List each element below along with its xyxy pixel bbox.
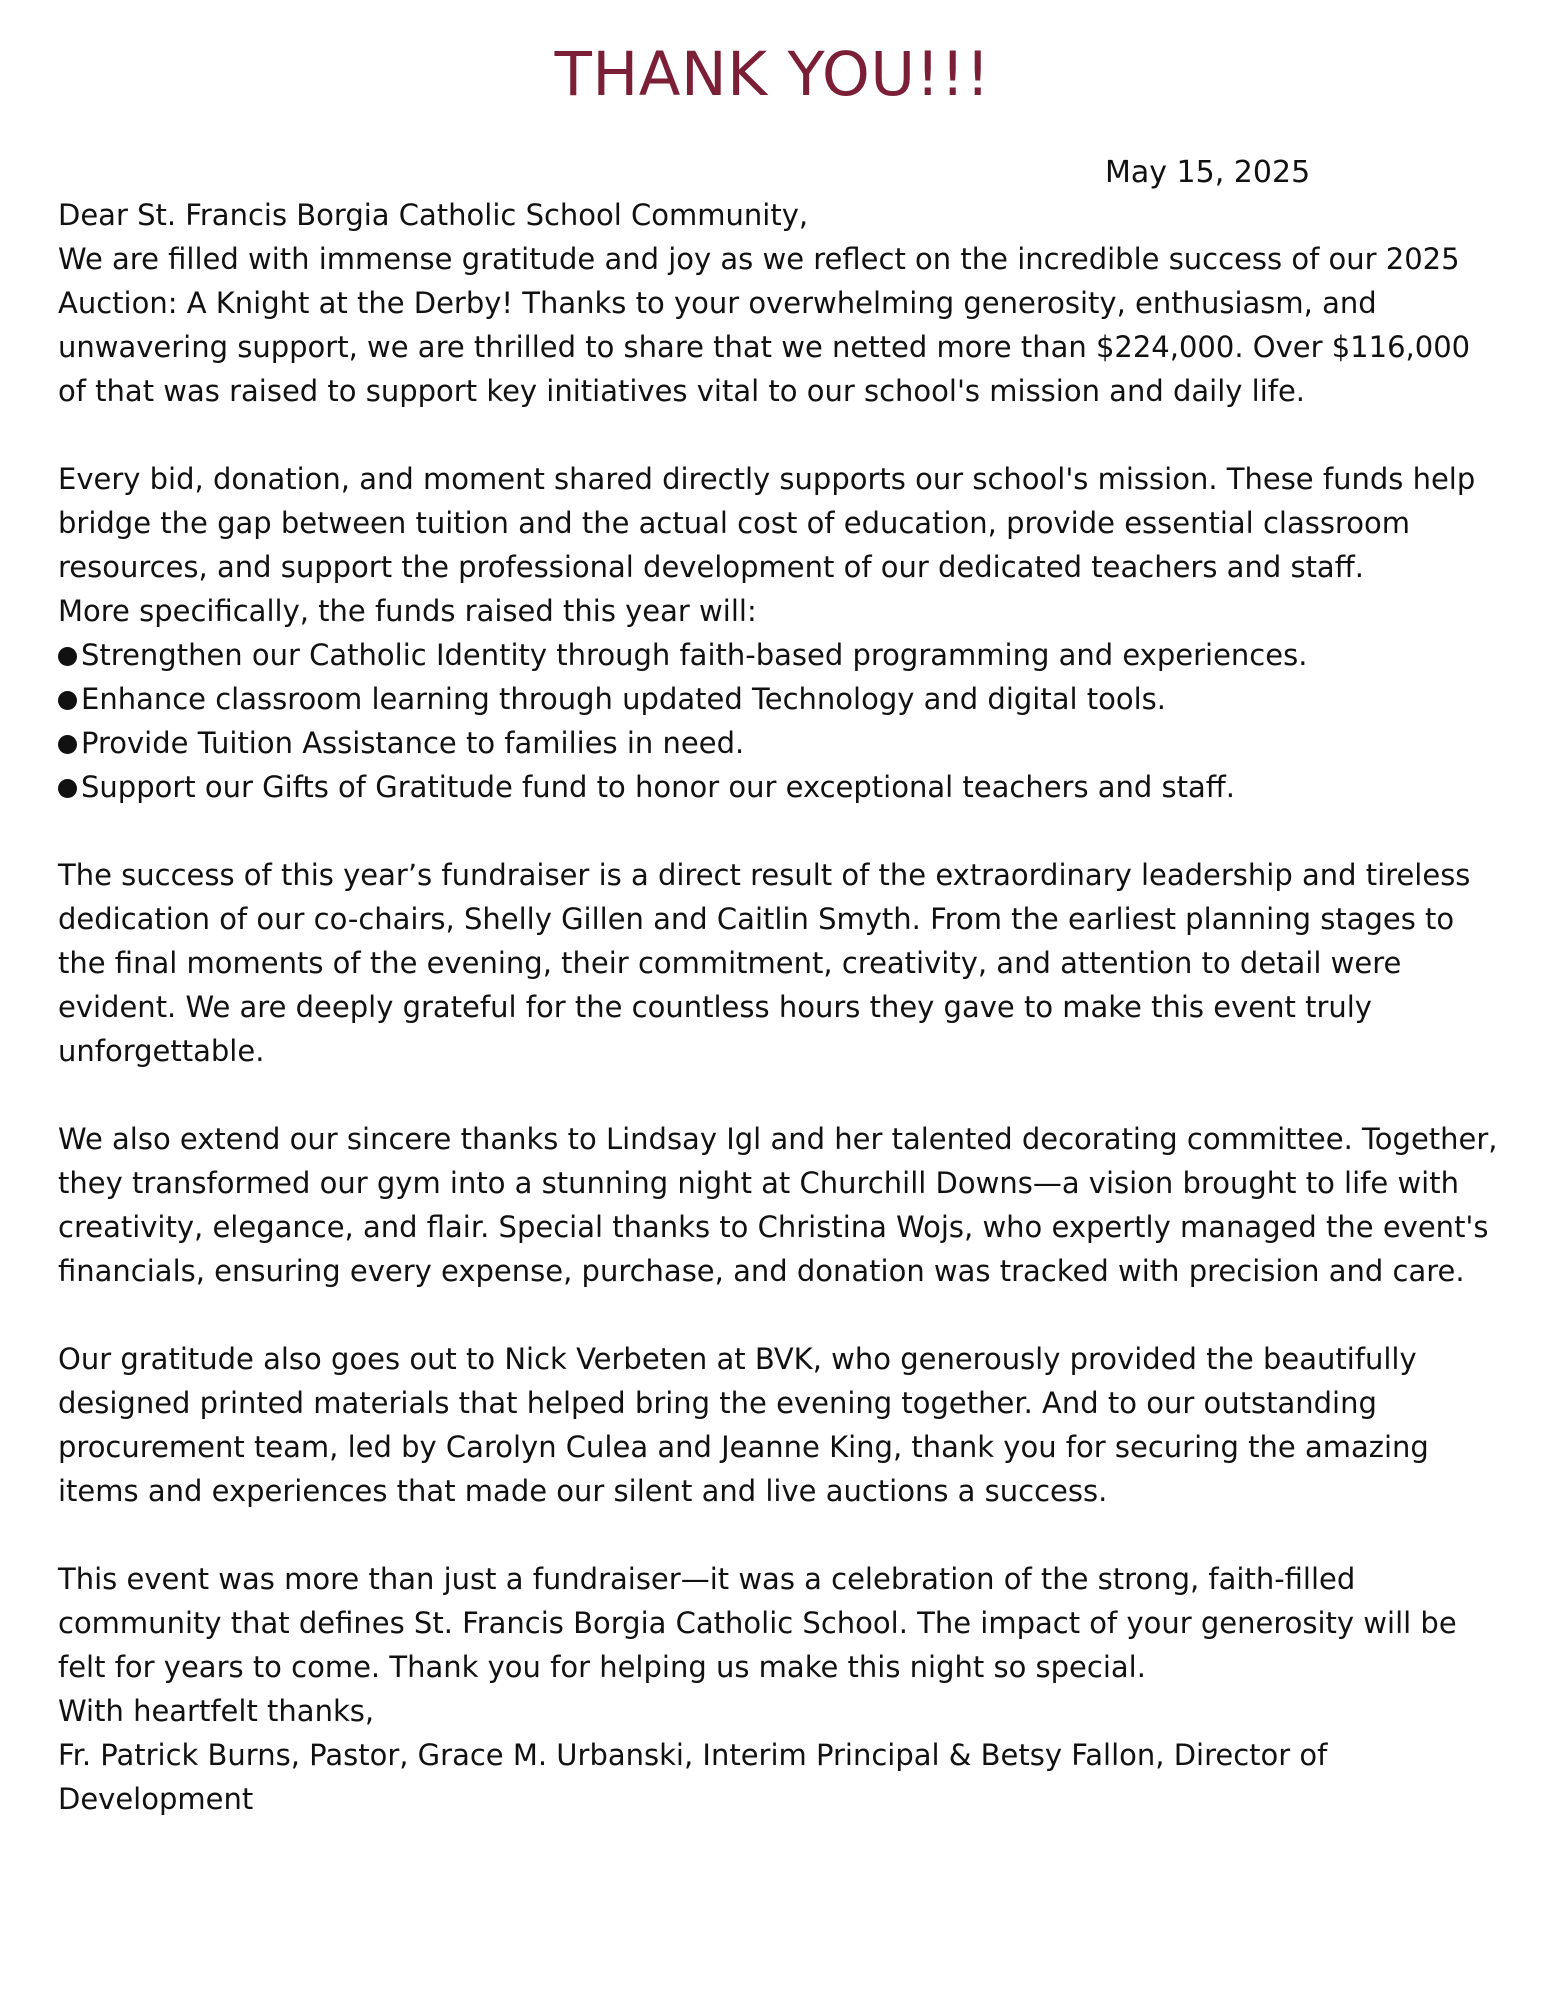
bullet-icon	[58, 647, 77, 666]
paragraph-spacer	[58, 1293, 1498, 1337]
bullet-icon	[58, 735, 77, 754]
closing: With heartfelt thanks,	[58, 1694, 375, 1728]
list-item	[58, 633, 1498, 677]
paragraph-mission-support: Every bid, donation, and moment shared directly supports our school's mission. These funds help bridge the gap between tuition and the actual cost of education, provide essential classroom resources, and support the professional development of our dedicated teachers and staff.	[58, 462, 1476, 584]
bullet-text: Provide Tuition Assistance to families in need.	[81, 726, 745, 760]
bullet-icon	[58, 779, 77, 798]
paragraph-co-chairs: The success of this year’s fundraiser is a direct result of the extraordinary leadership and tireless dedication of our co-chairs, Shelly Gillen and Caitlin Smyth. From the earliest planning stages to the final moments of the evening, their commitment, creativity, and attention to detail were evident. We are deeply grateful for the countless hours they gave to make this event truly unforgettable.	[58, 858, 1471, 1068]
letter-date: May 15, 2025	[1105, 155, 1311, 190]
funds-bullet-list	[58, 633, 1498, 809]
list-item	[58, 765, 1498, 809]
bullet-text: Strengthen our Catholic Identity through faith-based programming and experiences.	[81, 638, 1308, 672]
list-item	[58, 721, 1498, 765]
letter-title: THANK YOU!!!	[554, 39, 991, 110]
paragraph-community: This event was more than just a fundraiser—it was a celebration of the strong, faith-filled community that defines St. Francis Borgia Catholic School. The impact of your generosity will be felt for years to come. Thank you for helping us make this night so special.	[58, 1562, 1457, 1684]
bullet-text: Enhance classroom learning through updated Technology and digital tools.	[81, 682, 1166, 716]
bullet-icon	[58, 691, 77, 710]
bullets-intro: More specifically, the funds raised this year will:	[58, 594, 757, 628]
paragraph-printing-procurement: Our gratitude also goes out to Nick Verbeten at BVK, who generously provided the beautifully designed printed materials that helped bring the evening together. And to our outstanding procurement team, led by Carolyn Culea and Jeanne King, thank you for securing the amazing items and experiences that made our silent and live auctions a success.	[58, 1342, 1429, 1508]
list-item	[58, 677, 1498, 721]
paragraph-decorating-committee: We also extend our sincere thanks to Lindsay Igl and her talented decorating committee. Together, they transformed our gym into a stunning night at Churchill Downs—a vision brought to life with creativity, elegance, and flair. Special thanks to Christina Wojs, who expertly managed the event's financials, ensuring every expense, purchase, and donation was tracked with precision and care.	[58, 1122, 1498, 1288]
bullet-text: Support our Gifts of Gratitude fund to honor our exceptional teachers and staff.	[81, 770, 1236, 804]
paragraph-auction-results: We are filled with immense gratitude and joy as we reflect on the incredible success of our 2025 Auction: A Knight at the Derby! Thanks to your overwhelming generosity, enthusiasm, and unwavering support, we are thrilled to share that we netted more than $224,000. Over $116,000 of that was raised to support key initiatives vital to our school's mission and daily life.	[58, 242, 1471, 408]
paragraph-spacer	[58, 809, 1498, 853]
salutation: Dear St. Francis Borgia Catholic School Community,	[58, 198, 809, 232]
letter-body	[58, 193, 1498, 1821]
signatories: Fr. Patrick Burns, Pastor, Grace M. Urbanski, Interim Principal & Betsy Fallon, Director of Development	[58, 1738, 1328, 1816]
paragraph-spacer	[58, 1073, 1498, 1117]
paragraph-spacer	[58, 1513, 1498, 1557]
paragraph-spacer	[58, 413, 1498, 457]
